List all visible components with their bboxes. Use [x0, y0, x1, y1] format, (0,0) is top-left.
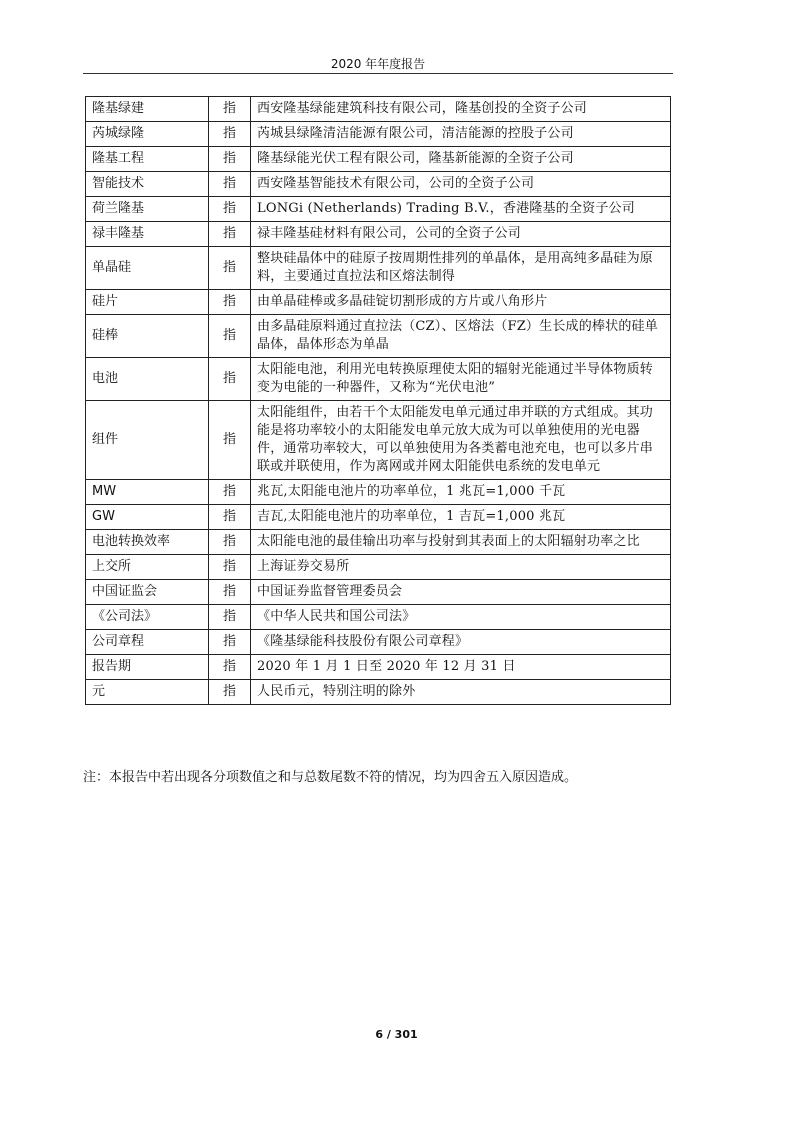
- glossary-term: 中国证监会: [86, 580, 209, 605]
- glossary-definition: 太阳能组件，由若干个太阳能发电单元通过串并联的方式组成。其功能是将功率较小的太阳能发电单元放大成为可以单独使用的光电器件，通常功率较大，可以单独使用为各类蓄电池充电，也可以多片串联或并联使用，作为离网或并网太阳能供电系统的发电单元: [251, 401, 671, 480]
- glossary-definition: 西安隆基绿能建筑科技有限公司，隆基创投的全资子公司: [251, 97, 671, 122]
- glossary-definition: 西安隆基智能技术有限公司，公司的全资子公司: [251, 172, 671, 197]
- glossary-term: 组件: [86, 401, 209, 480]
- glossary-separator: 指: [209, 580, 251, 605]
- glossary-term: 上交所: [86, 555, 209, 580]
- table-row: [86, 172, 671, 197]
- glossary-definition: 《隆基绿能科技股份有限公司章程》: [251, 630, 671, 655]
- glossary-separator: 指: [209, 315, 251, 358]
- table-row: [86, 630, 671, 655]
- glossary-separator: 指: [209, 222, 251, 247]
- glossary-separator: 指: [209, 555, 251, 580]
- glossary-term: 芮城绿隆: [86, 122, 209, 147]
- glossary-term: 禄丰隆基: [86, 222, 209, 247]
- glossary-term: 电池: [86, 358, 209, 401]
- glossary-definition: 中国证券监督管理委员会: [251, 580, 671, 605]
- glossary-term: 智能技术: [86, 172, 209, 197]
- glossary-separator: 指: [209, 505, 251, 530]
- glossary-term: 公司章程: [86, 630, 209, 655]
- glossary-term: 单晶硅: [86, 247, 209, 290]
- table-row: [86, 290, 671, 315]
- glossary-separator: 指: [209, 172, 251, 197]
- glossary-term: 隆基工程: [86, 147, 209, 172]
- glossary-table: [85, 96, 671, 705]
- page-number: 6 / 301: [375, 1028, 418, 1041]
- glossary-separator: 指: [209, 680, 251, 705]
- glossary-term: MW: [86, 480, 209, 505]
- glossary-definition: 太阳能电池的最佳输出功率与投射到其表面上的太阳辐射功率之比: [251, 530, 671, 555]
- glossary-definition: 由多晶硅原料通过直拉法（CZ）、区熔法（FZ）生长成的棒状的硅单晶体，晶体形态为单晶: [251, 315, 671, 358]
- table-row: [86, 555, 671, 580]
- table-row: [86, 605, 671, 630]
- glossary-separator: 指: [209, 197, 251, 222]
- glossary-separator: 指: [209, 401, 251, 480]
- table-row: [86, 147, 671, 172]
- glossary-term: 隆基绿建: [86, 97, 209, 122]
- glossary-definition: 禄丰隆基硅材料有限公司，公司的全资子公司: [251, 222, 671, 247]
- table-row: [86, 197, 671, 222]
- glossary-term: 《公司法》: [86, 605, 209, 630]
- rounding-note: 注：本报告中若出现各分项数值之和与总数尾数不符的情况，均为四舍五入原因造成。: [83, 770, 578, 785]
- glossary-definition: 由单晶硅棒或多晶硅锭切割形成的方片或八角形片: [251, 290, 671, 315]
- header-divider: [83, 73, 673, 74]
- glossary-separator: 指: [209, 97, 251, 122]
- glossary-definition: 隆基绿能光伏工程有限公司，隆基新能源的全资子公司: [251, 147, 671, 172]
- table-row: [86, 480, 671, 505]
- table-row: [86, 401, 671, 480]
- glossary-term: 报告期: [86, 655, 209, 680]
- glossary-separator: 指: [209, 358, 251, 401]
- glossary-definition: 太阳能电池，利用光电转换原理使太阳的辐射光能通过半导体物质转变为电能的一种器件，又称为“光伏电池”: [251, 358, 671, 401]
- glossary-definition: 整块硅晶体中的硅原子按周期性排列的单晶体，是用高纯多晶硅为原料，主要通过直拉法和区熔法制得: [251, 247, 671, 290]
- table-row: [86, 530, 671, 555]
- table-row: [86, 315, 671, 358]
- glossary-separator: 指: [209, 480, 251, 505]
- glossary-separator: 指: [209, 147, 251, 172]
- glossary-definition: 《中华人民共和国公司法》: [251, 605, 671, 630]
- table-row: [86, 505, 671, 530]
- glossary-term: 元: [86, 680, 209, 705]
- glossary-term: 荷兰隆基: [86, 197, 209, 222]
- glossary-separator: 指: [209, 530, 251, 555]
- glossary-term: 电池转换效率: [86, 530, 209, 555]
- table-row: [86, 655, 671, 680]
- table-row: [86, 680, 671, 705]
- glossary-separator: 指: [209, 247, 251, 290]
- table-row: [86, 97, 671, 122]
- glossary-separator: 指: [209, 655, 251, 680]
- glossary-term: 硅片: [86, 290, 209, 315]
- glossary-table-body: [86, 97, 671, 705]
- glossary-definition: 芮城县绿隆清洁能源有限公司，清洁能源的控股子公司: [251, 122, 671, 147]
- page-header: 2020 年年度报告: [330, 57, 426, 71]
- glossary-term: GW: [86, 505, 209, 530]
- glossary-separator: 指: [209, 290, 251, 315]
- table-row: [86, 580, 671, 605]
- glossary-definition: 兆瓦,太阳能电池片的功率单位，1 兆瓦=1,000 千瓦: [251, 480, 671, 505]
- glossary-definition: 2020 年 1 月 1 日至 2020 年 12 月 31 日: [251, 655, 671, 680]
- glossary-definition: LONGi (Netherlands) Trading B.V.，香港隆基的全资子公司: [251, 197, 671, 222]
- glossary-definition: 人民币元，特别注明的除外: [251, 680, 671, 705]
- glossary-definition: 吉瓦,太阳能电池片的功率单位，1 吉瓦=1,000 兆瓦: [251, 505, 671, 530]
- table-row: [86, 122, 671, 147]
- table-row: [86, 247, 671, 290]
- glossary-definition: 上海证券交易所: [251, 555, 671, 580]
- glossary-separator: 指: [209, 605, 251, 630]
- table-row: [86, 222, 671, 247]
- glossary-term: 硅棒: [86, 315, 209, 358]
- glossary-separator: 指: [209, 122, 251, 147]
- table-row: [86, 358, 671, 401]
- glossary-separator: 指: [209, 630, 251, 655]
